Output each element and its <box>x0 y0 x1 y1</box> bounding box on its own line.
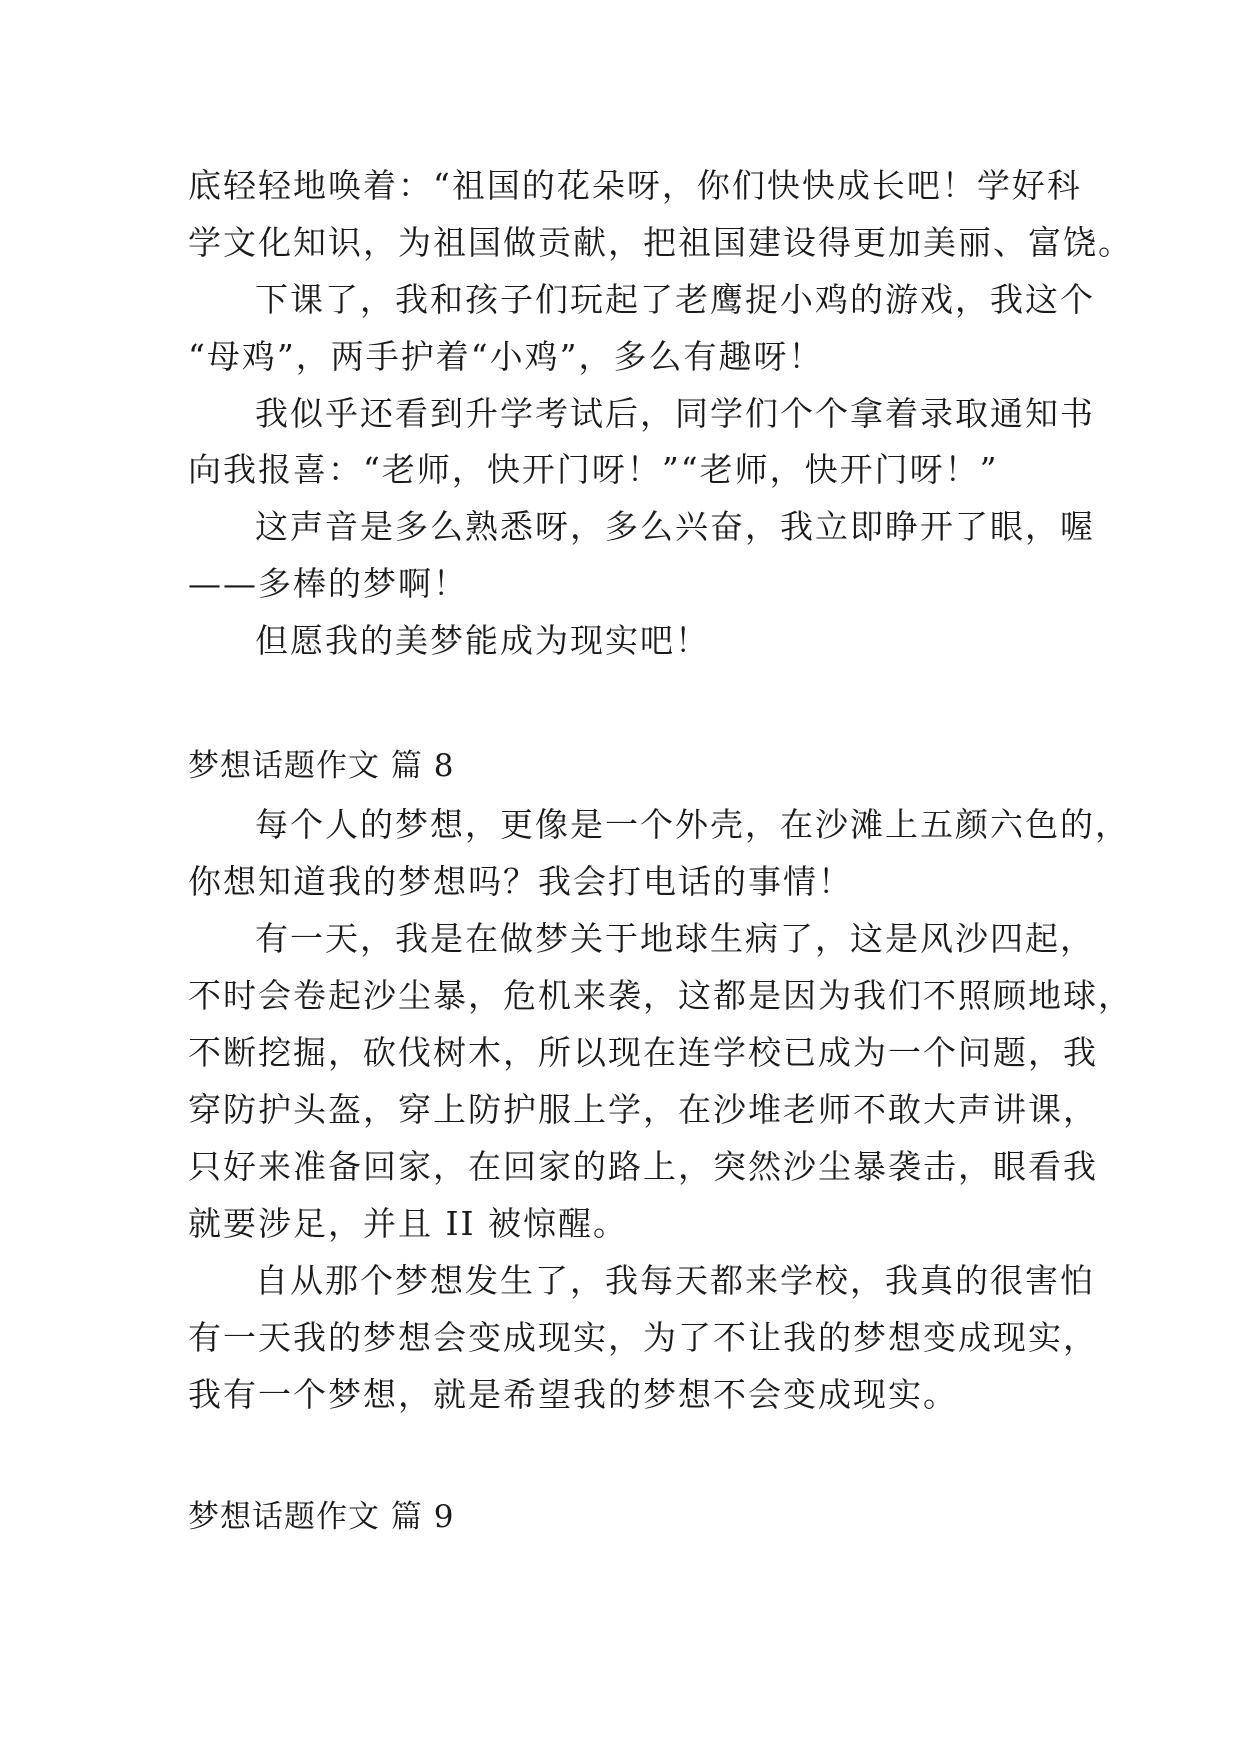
section-heading: 梦想话题作文 篇 8 <box>188 748 455 784</box>
paragraph-line: 但愿我的美梦能成为现实吧！ <box>255 621 710 660</box>
paragraph-line: 有一天，我是在做梦关于地球生病了，这是风沙四起， <box>255 919 1095 958</box>
paragraph-line: “母鸡”，两手护着“小鸡”，多么有趣呀！ <box>188 337 824 376</box>
paragraph-line: 自从那个梦想发生了，我每天都来学校，我真的很害怕 <box>255 1261 1095 1300</box>
paragraph-line: 下课了，我和孩子们玩起了老鹰捉小鸡的游戏，我这个 <box>255 280 1095 319</box>
paragraph-line: 你想知道我的梦想吗？我会打电话的事情！ <box>188 862 853 901</box>
paragraph-line: 只好来准备回家，在回家的路上，突然沙尘暴袭击，眼看我 <box>188 1147 1098 1186</box>
paragraph-line: 我有一个梦想，就是希望我的梦想不会变成现实。 <box>188 1375 958 1414</box>
paragraph-line: 有一天我的梦想会变成现实，为了不让我的梦想变成现实， <box>188 1318 1098 1357</box>
paragraph-line: 不断挖掘，砍伐树木，所以现在连学校已成为一个问题，我 <box>188 1033 1098 1072</box>
paragraph-line: 底轻轻地唤着：“祖国的花朵呀，你们快快成长吧！学好科 <box>188 166 1082 205</box>
section-heading: 梦想话题作文 篇 9 <box>188 1499 455 1535</box>
paragraph-line: 穿防护头盔，穿上防护服上学，在沙堆老师不敢大声讲课， <box>188 1090 1098 1129</box>
paragraph-line: 我似乎还看到升学考试后，同学们个个拿着录取通知书 <box>255 394 1095 433</box>
paragraph-line: 向我报喜：“老师，快开门呀！”“老师，快开门呀！” <box>188 450 999 489</box>
paragraph-line: 就要涉足，并且 II 被惊醒。 <box>188 1204 629 1243</box>
paragraph-line: 学文化知识，为祖国做贡献，把祖国建设得更加美丽、富饶。 <box>188 223 1133 262</box>
paragraph-line: 这声音是多么熟悉呀，多么兴奋，我立即睁开了眼，喔 <box>255 507 1095 546</box>
paragraph-line: 每个人的梦想，更像是一个外壳，在沙滩上五颜六色的， <box>255 805 1130 844</box>
paragraph-line: 不时会卷起沙尘暴，危机来袭，这都是因为我们不照顾地球， <box>188 976 1133 1015</box>
paragraph-line: ——多棒的梦啊！ <box>188 564 468 603</box>
